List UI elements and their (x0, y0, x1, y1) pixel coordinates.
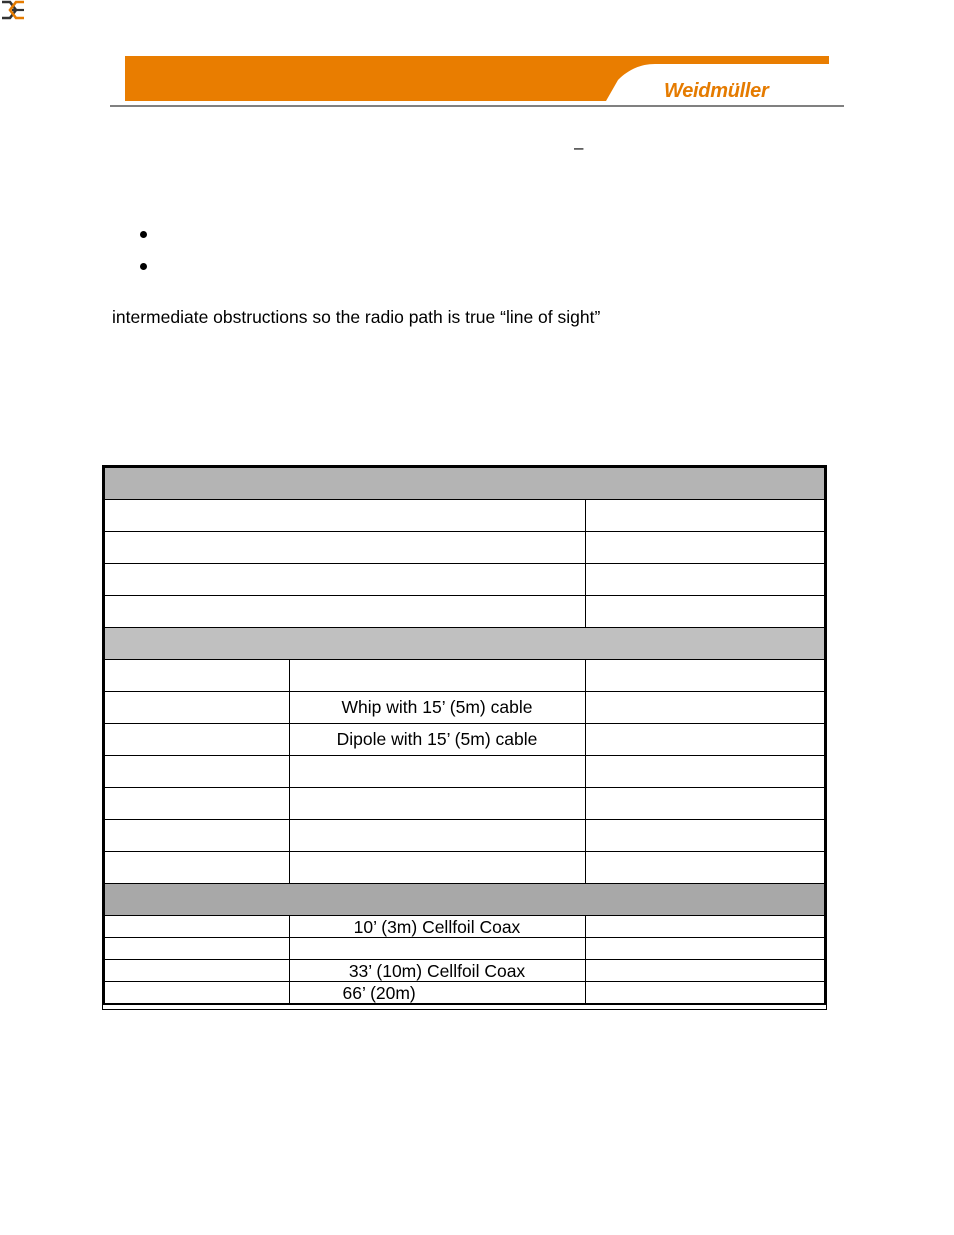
table-row (104, 820, 825, 852)
table-row: 66’ (20m) (104, 982, 825, 1005)
table-row (104, 500, 825, 532)
table-row (104, 596, 825, 628)
section-header-row (104, 628, 825, 660)
section-header-row (104, 467, 825, 500)
bullet-dot-icon (140, 231, 147, 238)
text-dash: – (574, 138, 584, 157)
body-paragraph: intermediate obstructions so the radio path is true “line of sight” (112, 307, 601, 327)
bullet-dot-icon (140, 263, 147, 270)
brand-logo-text: Weidmüller (664, 80, 769, 102)
table-row (104, 660, 825, 692)
table-row (104, 532, 825, 564)
table-row (104, 564, 825, 596)
table-row (104, 938, 825, 960)
header-banner (0, 0, 954, 110)
table-row (104, 852, 825, 884)
table-row: 10’ (3m) Cellfoil Coax (104, 916, 825, 938)
table-row: Whip with 15’ (5m) cable (104, 692, 825, 724)
table-row (104, 756, 825, 788)
table-row (104, 788, 825, 820)
section-header-row (104, 884, 825, 916)
weidmuller-cross-mark-icon (0, 0, 26, 20)
page-header (0, 0, 954, 110)
table-row: 33’ (10m) Cellfoil Coax (104, 960, 825, 982)
table-row: Dipole with 15’ (5m) cable (104, 724, 825, 756)
antenna-spec-table (103, 466, 826, 1005)
